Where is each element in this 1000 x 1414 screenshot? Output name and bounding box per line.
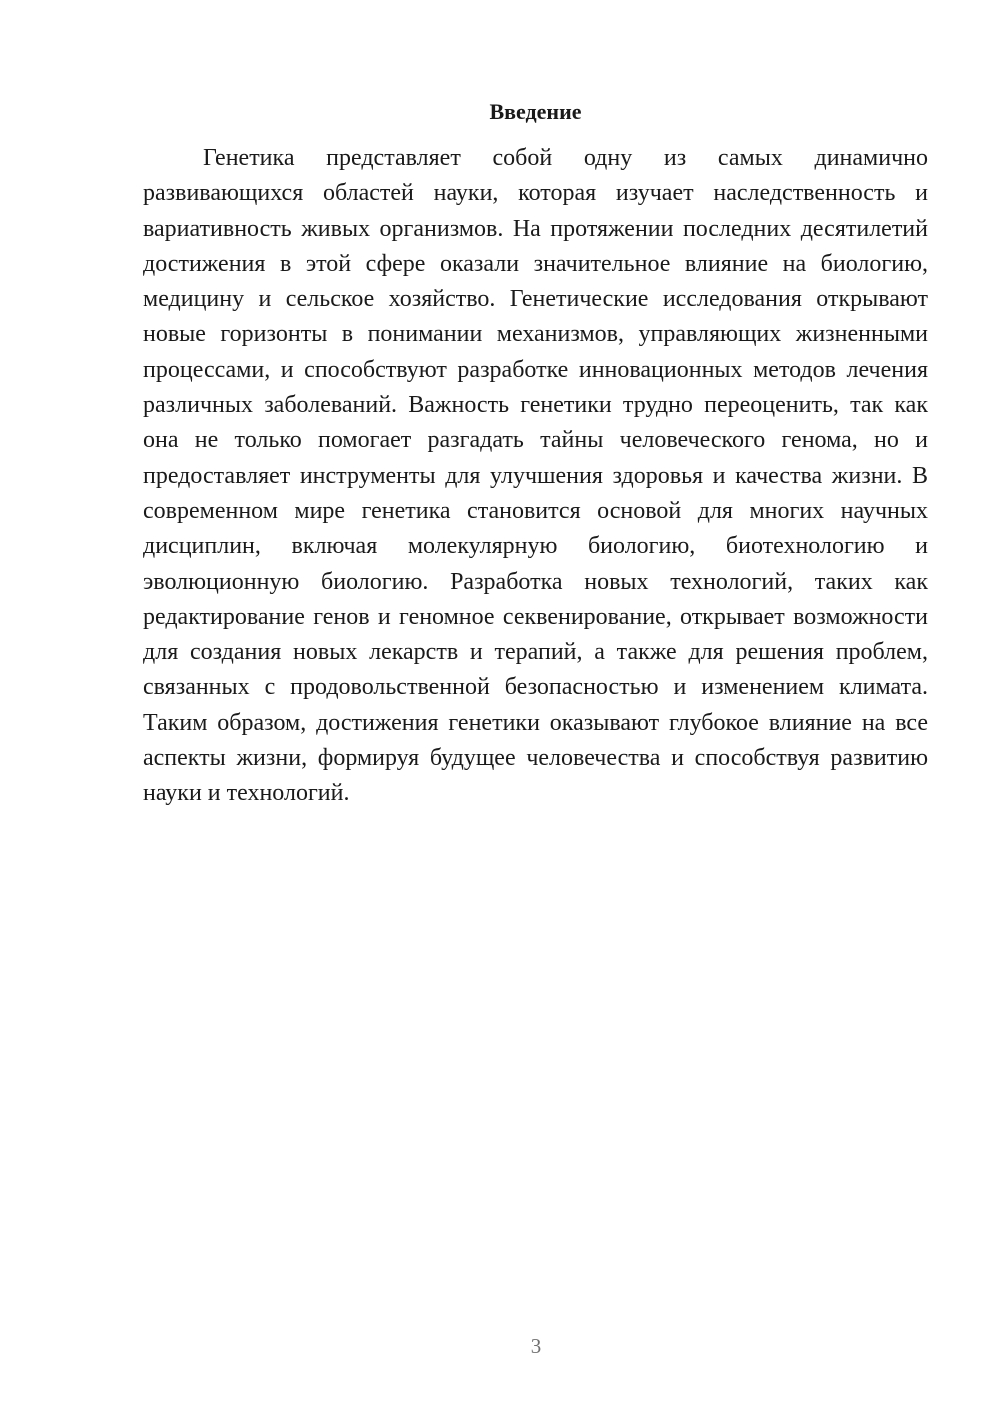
section-heading: Введение [489,99,582,124]
page-number: 3 [530,1334,542,1358]
body-paragraph: Генетика представляет собой одну из самых динамично развивающихся областей науки, которая изучает наследственность и вариативность живых организмов. На протяжении последних десятилетий достижения в этой сфере оказали значительное влияние на биологию, медицину и сельское хозяйство. Генетические исследования открывают новые горизонты в понимании механизмов, управляющих жизненными процессами, и способствуют разработке инновационных методов лечения различных заболеваний. Важность генетики трудно переоценить, так как она не только помогает разгадать тайны человеческого генома, но и предоставляет инструменты для улучшения здоровья и качества жизни. В современном мире генетика становится основой для многих научных дисциплин, включая молекулярную биологию, биотехнологию и эволюционную биологию. Разработка новых технологий, таких как редактирование генов и геномное секвенирование, открывает возможности для создания новых лекарств и терапий, а также для решения проблем, связанных с продовольственной безопасностью и изменением климата. Таким образом, достижения генетики оказывают глубокое влияние на все аспекты жизни, формируя будущее человечества и способствуя развитию науки и технологий. [143,145,928,807]
